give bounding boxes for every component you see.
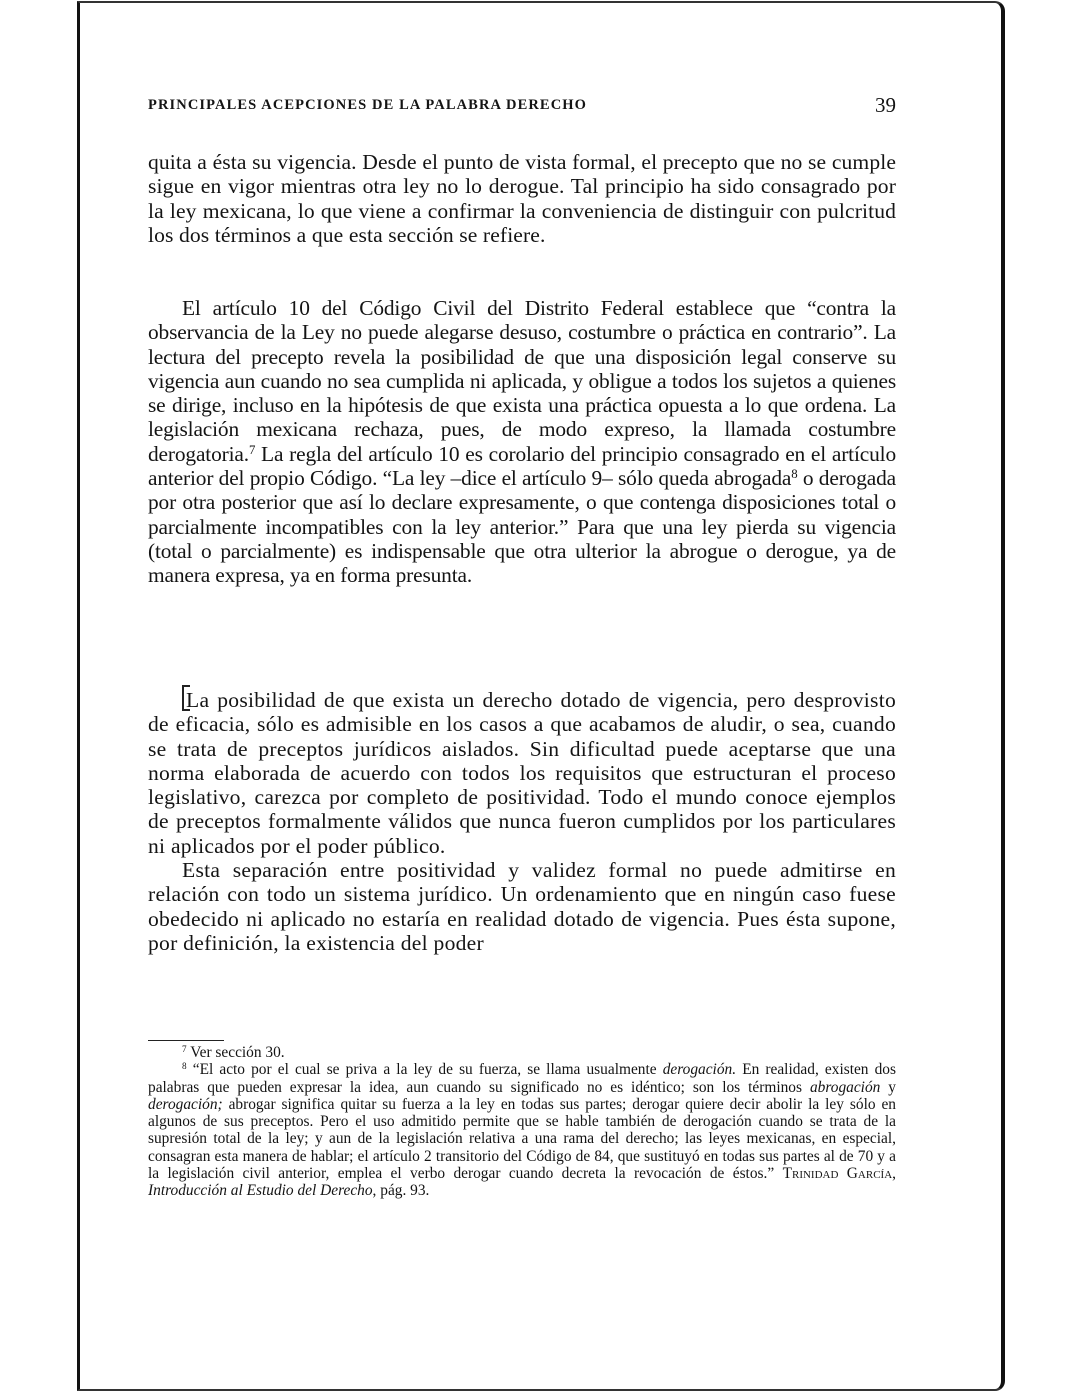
footnote-italic-term: derogación;: [148, 1095, 223, 1113]
paragraph-1: quita a ésta su vigencia. Desde el punto de vista formal, el precepto que no se cumple sigue en vigor mientras otra ley no lo derogue. Tal principio ha sido consagrado por la ley mexicana, lo que viene a confirmar la conveniencia de distinguir con pulcritud los dos términos a que esta sección se refiere.: [148, 150, 896, 247]
footnote-text: , pág. 93.: [372, 1182, 430, 1200]
paragraph-2: [148, 296, 896, 588]
body-text-lower: [148, 685, 896, 955]
footnote-7: [148, 1044, 896, 1061]
footnote-ref-8: 8: [791, 467, 798, 482]
footnote-source-title: Introducción al Estudio del Derecho: [148, 1182, 373, 1200]
paragraph-2-text: El artículo 10 del Código Civil del Distrito Federal establece que “contra la observancia de la Ley no puede alegarse desuso, costumbre o práctica en contrario”. La lectura del precepto revela la posibilidad de que una disposición legal conserve su vigencia aun cuando no sea cumplida ni aplicada, y obligue a todos los sujetos a quienes se dirige, incluso en la hipótesis de que exista una práctica opuesta a lo que ordena. La legislación mexicana rechaza, pues, de modo expreso, la llamada costumbre derogatoria.: [148, 296, 896, 466]
body-text-upper: [148, 150, 896, 247]
footnote-italic-term: derogación.: [662, 1061, 737, 1079]
footnote-8: [148, 1061, 896, 1199]
footnote-divider: [148, 1040, 224, 1041]
footnotes: [148, 1044, 896, 1200]
paragraph-4: [148, 685, 896, 858]
footnote-ref-7: 7: [248, 442, 256, 457]
footnote-text: ,: [892, 1165, 896, 1183]
footnote-text: Ver sección 30.: [190, 1044, 285, 1061]
footnote-number: 7: [182, 1043, 187, 1054]
footnote-author: Trinidad García: [782, 1165, 893, 1183]
footnote-text: y: [880, 1078, 896, 1096]
footnote-text: “El acto por el cual se priva a la ley de su fuerza, se llama usualmente: [192, 1061, 663, 1079]
paragraph-3-text-a: La regla del artículo 10 es corolario del principio consagrado en el artículo anterior del propio Código. “La ley –dice el artículo 9– sólo queda abrogada: [148, 441, 896, 491]
paragraph-3-text-b: o derogada por otra posterior que así lo declare expresamente, o que contenga disposiciones total o parcialmente incompatibles con la ley anterior.” Para que una ley pierda su vigencia (total o parcialmente) es indispensable que otra ulterior la abrogue o derogue, ya de manera expresa, ya en forma presunta.: [148, 466, 896, 588]
page-number: 39: [875, 93, 896, 117]
footnote-italic-term: abrogación: [809, 1078, 881, 1096]
running-title: PRINCIPALES ACEPCIONES DE LA PALABRA DERECHO: [148, 97, 588, 113]
body-text-middle: [148, 296, 896, 588]
running-header: [148, 93, 896, 121]
footnote-text: En realidad, existen dos palabras que pueden expresar la idea, aun cuando su significado no es idéntico; son los términos: [148, 1061, 896, 1096]
paragraph-4-text: La posibilidad de que exista un derecho dotado de vigencia, pero desprovisto de eficacia, sólo es admisible en los casos a que acabamos de aludir, o sea, cuando se trata de preceptos jurídicos aislados. Sin dificultad puede aceptarse que una norma elaborada de acuerdo con todos los requisitos que estructuran el proceso legislativo, carezca por completo de positividad. Todo el mundo conoce ejemplos de preceptos formalmente válidos que nunca fueron cumplidos por los particulares ni aplicados por el poder público.: [148, 688, 896, 858]
footnote-text: abrogar significa quitar su fuerza a la ley en todas sus partes; derogar quiere decir abolir la ley sólo en algunos de sus preceptos. Pero el uso admitido permite que se hable también de derogación cuando se trata de la supresión total de la ley; y aun de la legislación relativa a una rama del derecho; las leyes mexicanas, en especial, consagran esta manera de hablar; el artículo 2 transitorio del Código de 84, que sustituyó en todas sus partes al de 70 y a la legislación civil anterior, emplea el verbo derogar cuando decreta la revocación de éstos.”: [148, 1095, 896, 1183]
paragraph-5: Esta separación entre positividad y validez formal no puede admitirse en relación con todo un sistema jurídico. Un ordenamiento que en ningún caso fuese obedecido ni aplicado no estaría en realidad dotado de vigencia. Pues ésta supone, por definición, la existencia del poder: [148, 858, 896, 955]
footnote-number: 8: [182, 1061, 187, 1072]
